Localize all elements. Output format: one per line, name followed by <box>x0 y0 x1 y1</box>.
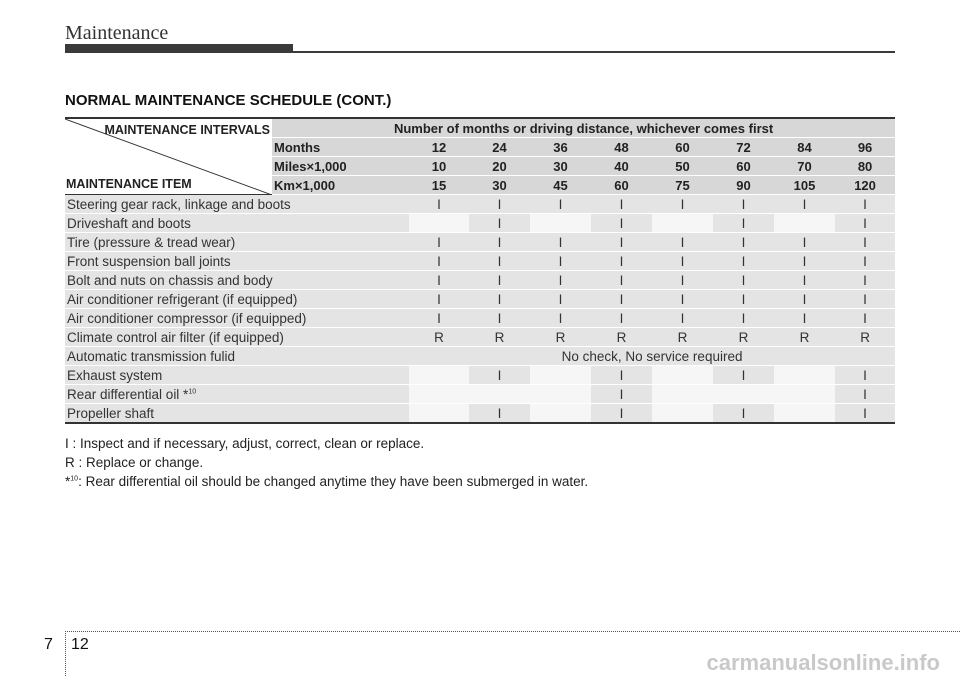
maintenance-schedule-table <box>65 117 895 424</box>
schedule-cell: I <box>835 195 895 214</box>
schedule-cell <box>469 385 530 404</box>
table-row <box>65 366 895 385</box>
item-name: Automatic transmission fulid <box>65 347 409 366</box>
corner-item-label: MAINTENANCE ITEM <box>66 177 192 191</box>
schedule-cell: I <box>652 271 713 290</box>
schedule-cell: I <box>530 233 591 252</box>
footnote-number: 10 <box>70 475 79 483</box>
schedule-cell <box>774 366 835 385</box>
schedule-cell: I <box>409 309 469 328</box>
legend-replace: R : Replace or change. <box>65 455 204 470</box>
km-label: Km×1,000 <box>272 176 409 195</box>
months-value: 84 <box>774 138 835 157</box>
months-value: 36 <box>530 138 591 157</box>
table-corner-cell <box>65 118 272 195</box>
km-value: 90 <box>713 176 774 195</box>
item-name: Climate control air filter (if equipped) <box>65 328 409 347</box>
corner-intervals-label: MAINTENANCE INTERVALS <box>104 123 270 137</box>
item-name: Front suspension ball joints <box>65 252 409 271</box>
title-bar-accent <box>65 44 293 53</box>
schedule-cell <box>530 214 591 233</box>
item-name: Driveshaft and boots <box>65 214 409 233</box>
km-value: 75 <box>652 176 713 195</box>
schedule-cell: I <box>469 404 530 424</box>
schedule-cell <box>409 214 469 233</box>
months-value: 48 <box>591 138 652 157</box>
schedule-cell: I <box>652 309 713 328</box>
months-label: Months <box>272 138 409 157</box>
schedule-cell <box>652 404 713 424</box>
item-name: Tire (pressure & tread wear) <box>65 233 409 252</box>
watermark: carmanualsonline.info <box>706 650 940 675</box>
table-row <box>65 404 895 424</box>
km-value: 105 <box>774 176 835 195</box>
table-row <box>65 214 895 233</box>
page-separator <box>65 631 66 676</box>
footnote-mark: * <box>65 474 71 489</box>
schedule-cell: I <box>774 309 835 328</box>
schedule-cell: I <box>713 404 774 424</box>
schedule-cell: I <box>469 214 530 233</box>
table-row <box>65 290 895 309</box>
table-row <box>65 328 895 347</box>
schedule-cell: I <box>835 214 895 233</box>
schedule-cell: I <box>835 233 895 252</box>
schedule-cell <box>530 385 591 404</box>
schedule-cell: I <box>530 195 591 214</box>
schedule-cell: R <box>591 328 652 347</box>
schedule-cell <box>409 385 469 404</box>
schedule-cell: I <box>713 309 774 328</box>
km-value: 30 <box>469 176 530 195</box>
schedule-cell: I <box>835 366 895 385</box>
schedule-cell: I <box>774 252 835 271</box>
miles-value: 60 <box>713 157 774 176</box>
months-value: 12 <box>409 138 469 157</box>
schedule-cell: I <box>713 233 774 252</box>
legend-footnote <box>65 474 588 489</box>
item-name: Air conditioner refrigerant (if equipped) <box>65 290 409 309</box>
miles-value: 40 <box>591 157 652 176</box>
schedule-cell <box>652 214 713 233</box>
schedule-cell: I <box>530 309 591 328</box>
miles-value: 10 <box>409 157 469 176</box>
miles-value: 30 <box>530 157 591 176</box>
section-title: Maintenance <box>65 22 169 44</box>
schedule-cell: I <box>774 233 835 252</box>
schedule-cell: R <box>835 328 895 347</box>
table-row <box>65 233 895 252</box>
table-row <box>65 252 895 271</box>
schedule-cell: I <box>835 404 895 424</box>
schedule-cell <box>774 404 835 424</box>
schedule-cell: I <box>774 290 835 309</box>
table-header-row <box>65 118 895 138</box>
schedule-cell <box>409 404 469 424</box>
table-row <box>65 385 895 404</box>
schedule-cell: I <box>713 271 774 290</box>
schedule-cell: I <box>713 252 774 271</box>
schedule-cell: I <box>409 290 469 309</box>
schedule-cell <box>774 385 835 404</box>
schedule-cell: R <box>469 328 530 347</box>
schedule-cell: I <box>652 195 713 214</box>
schedule-cell: I <box>591 385 652 404</box>
schedule-cell: I <box>530 252 591 271</box>
schedule-cell: R <box>713 328 774 347</box>
schedule-cell: I <box>591 252 652 271</box>
schedule-cell: I <box>469 309 530 328</box>
item-name: Exhaust system <box>65 366 409 385</box>
schedule-cell: I <box>409 233 469 252</box>
schedule-cell: I <box>713 195 774 214</box>
schedule-cell: R <box>774 328 835 347</box>
item-name: Bolt and nuts on chassis and body <box>65 271 409 290</box>
schedule-cell: I <box>591 233 652 252</box>
chapter-number: 7 <box>44 636 53 653</box>
schedule-heading: NORMAL MAINTENANCE SCHEDULE (CONT.) <box>65 92 392 109</box>
schedule-cell <box>774 214 835 233</box>
schedule-cell: I <box>469 195 530 214</box>
schedule-cell: I <box>409 271 469 290</box>
table-row <box>65 195 895 214</box>
months-value: 24 <box>469 138 530 157</box>
schedule-cell: I <box>469 290 530 309</box>
schedule-cell: I <box>469 366 530 385</box>
schedule-cell: I <box>469 252 530 271</box>
schedule-cell: I <box>835 309 895 328</box>
schedule-cell: I <box>530 290 591 309</box>
schedule-cell: I <box>713 214 774 233</box>
item-footnote-number: 10 <box>188 388 197 395</box>
schedule-cell: I <box>652 290 713 309</box>
schedule-cell <box>530 404 591 424</box>
schedule-cell: R <box>530 328 591 347</box>
km-value: 45 <box>530 176 591 195</box>
interval-header: Number of months or driving distance, whichever comes first <box>272 118 895 138</box>
schedule-cell: I <box>713 290 774 309</box>
schedule-cell: I <box>591 214 652 233</box>
months-value: 72 <box>713 138 774 157</box>
item-name: Propeller shaft <box>65 404 409 424</box>
schedule-cell: I <box>652 252 713 271</box>
schedule-cell: I <box>591 404 652 424</box>
page-number: 12 <box>71 636 89 653</box>
months-value: 96 <box>835 138 895 157</box>
schedule-cell: I <box>835 271 895 290</box>
schedule-cell: I <box>469 271 530 290</box>
miles-value: 50 <box>652 157 713 176</box>
miles-value: 80 <box>835 157 895 176</box>
footer-rule <box>65 631 960 632</box>
schedule-cell: I <box>409 252 469 271</box>
schedule-cell: I <box>591 309 652 328</box>
miles-label: Miles×1,000 <box>272 157 409 176</box>
schedule-cell: I <box>835 252 895 271</box>
km-value: 15 <box>409 176 469 195</box>
schedule-cell: R <box>409 328 469 347</box>
miles-value: 70 <box>774 157 835 176</box>
schedule-cell: I <box>652 233 713 252</box>
schedule-cell: I <box>409 195 469 214</box>
schedule-cell <box>530 366 591 385</box>
schedule-cell: I <box>591 290 652 309</box>
schedule-cell <box>652 366 713 385</box>
schedule-cell: I <box>835 290 895 309</box>
table-row <box>65 309 895 328</box>
item-name: Rear differential oil *$^{10}$ <box>65 385 409 404</box>
schedule-cell <box>409 366 469 385</box>
schedule-cell <box>652 385 713 404</box>
title-rule <box>293 51 895 53</box>
km-value: 120 <box>835 176 895 195</box>
schedule-cell: I <box>774 195 835 214</box>
span-note: No check, No service required <box>409 347 895 366</box>
item-name: Steering gear rack, linkage and boots <box>65 195 409 214</box>
schedule-cell: I <box>591 271 652 290</box>
miles-value: 20 <box>469 157 530 176</box>
schedule-cell: I <box>835 385 895 404</box>
schedule-cell <box>713 385 774 404</box>
table-row <box>65 271 895 290</box>
schedule-cell: I <box>591 195 652 214</box>
schedule-cell: I <box>530 271 591 290</box>
legend-inspect: I : Inspect and if necessary, adjust, correct, clean or replace. <box>65 436 425 451</box>
schedule-cell: I <box>591 366 652 385</box>
schedule-cell: I <box>469 233 530 252</box>
km-value: 60 <box>591 176 652 195</box>
table-row <box>65 347 895 366</box>
item-name: Air conditioner compressor (if equipped) <box>65 309 409 328</box>
schedule-cell: I <box>713 366 774 385</box>
months-value: 60 <box>652 138 713 157</box>
schedule-cell: I <box>774 271 835 290</box>
schedule-cell: R <box>652 328 713 347</box>
footnote-text: : Rear differential oil should be changed anytime they have been submerged in water. <box>78 474 589 489</box>
